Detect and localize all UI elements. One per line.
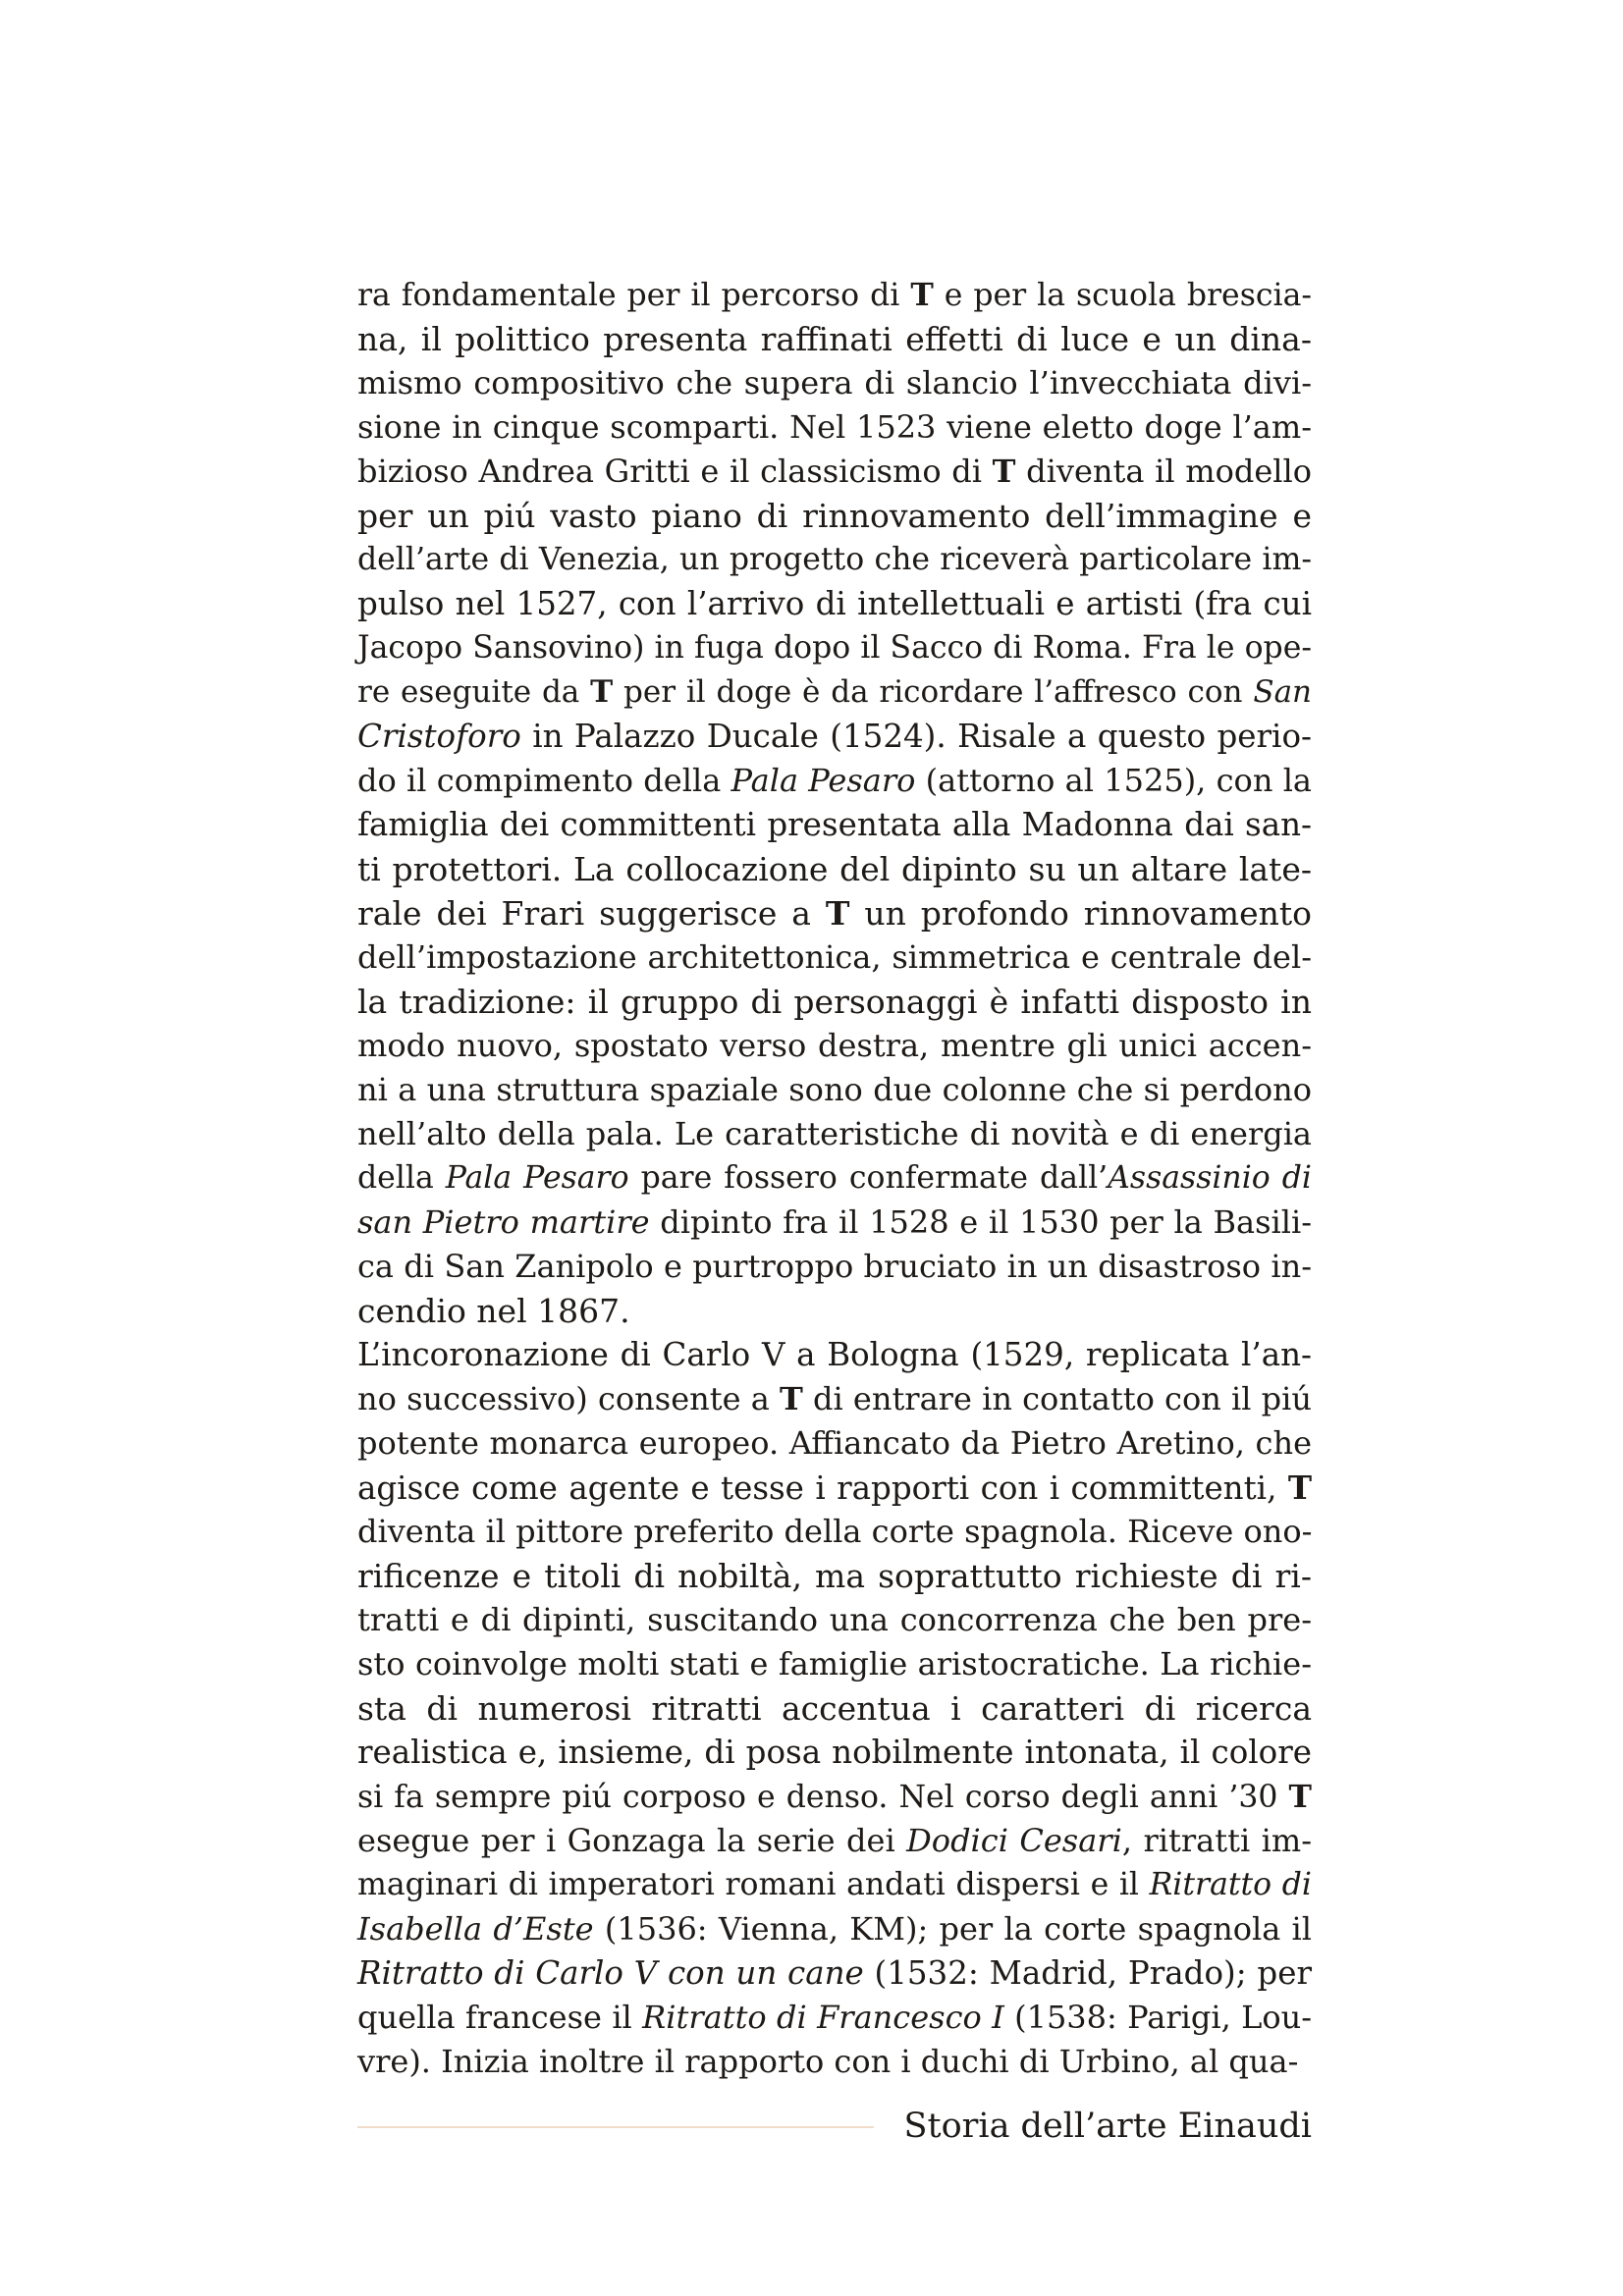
text-segment: do il compimento della xyxy=(357,762,731,799)
text-segment: pulso nel 1527, con l’arrivo di intellettuali e artisti (fra cui xyxy=(357,585,1312,622)
text-segment: ca di San Zanipolo e purtroppo bruciato in un disastroso in- xyxy=(357,1248,1312,1285)
text-line xyxy=(357,803,1312,847)
italic-segment: Ritratto di Carlo V con un cane xyxy=(357,1954,864,1992)
text-segment: famiglia dei committenti presentata alla Madonna dai san- xyxy=(357,806,1312,843)
text-segment: no successivo) consente a xyxy=(357,1380,780,1417)
text-segment: per un piú vasto piano di rinnovamento dell’immagine e xyxy=(357,497,1312,535)
text-segment: dipinto fra il 1528 e il 1530 per la Basili- xyxy=(649,1203,1313,1241)
text-line xyxy=(357,1951,1312,1996)
text-segment: agisce come agente e tesse i rapporti con i committenti, xyxy=(357,1469,1288,1507)
text-line xyxy=(357,1466,1312,1510)
text-line xyxy=(357,1775,1312,1819)
text-line xyxy=(357,1289,1312,1333)
bold-segment: T xyxy=(910,277,934,313)
italic-segment: Isabella d’Este xyxy=(357,1910,594,1948)
text-segment: mismo compositivo che supera di slancio l’invecchiata divi- xyxy=(357,364,1312,401)
text-segment: dell’arte di Venezia, un progetto che riceverà particolare im- xyxy=(357,542,1312,577)
italic-segment: Cristoforo xyxy=(357,718,521,755)
text-segment: in Palazzo Ducale (1524). Risale a questo perio- xyxy=(520,718,1312,755)
text-segment: per il doge è da ricordare l’affresco con xyxy=(613,674,1254,710)
text-line xyxy=(357,1112,1312,1156)
text-segment: ni a una struttura spaziale sono due colonne che si perdono xyxy=(357,1071,1312,1108)
text-line xyxy=(357,1510,1312,1554)
text-segment: esegue per i Gonzaga la serie dei xyxy=(357,1822,907,1859)
text-line xyxy=(357,1201,1312,1245)
text-segment: (attorno al 1525), con la xyxy=(915,762,1313,799)
bold-segment: T xyxy=(992,453,1016,490)
text-segment: ra fondamentale per il percorso di xyxy=(357,278,911,313)
text-line xyxy=(357,759,1312,803)
text-line xyxy=(357,2040,1312,2084)
text-line xyxy=(357,1421,1312,1466)
bold-segment: T xyxy=(590,674,614,710)
text-segment: realistica e, insieme, di posa nobilmente intonata, il colore xyxy=(357,1734,1312,1771)
text-line xyxy=(357,935,1312,980)
text-segment: ti protettori. La collocazione del dipinto su un altare late- xyxy=(357,850,1312,888)
italic-segment: San xyxy=(1253,674,1313,710)
text-segment: vre). Inizia inoltre il rapporto con i duchi di Urbino, al qua- xyxy=(357,2043,1299,2080)
text-segment: diventa il modello xyxy=(1015,453,1312,490)
italic-segment: san Pietro martire xyxy=(357,1203,650,1241)
text-line xyxy=(357,273,1312,317)
text-line xyxy=(357,1156,1312,1201)
text-line xyxy=(357,450,1312,494)
bold-segment: T xyxy=(1288,1779,1312,1815)
text-segment: della xyxy=(357,1160,446,1196)
text-line xyxy=(357,1598,1312,1642)
text-segment: la tradizione: il gruppo di personaggi è infatti disposto in xyxy=(357,983,1312,1021)
text-segment: si fa sempre piú corposo e denso. Nel corso degli anni ’30 xyxy=(357,1780,1289,1815)
text-segment: quella francese il xyxy=(357,1999,643,2036)
italic-segment: Ritratto di Francesco I xyxy=(642,1999,1004,2036)
text-segment: nell’alto della pala. Le caratteristiche di novità e di energia xyxy=(357,1115,1312,1152)
text-line xyxy=(357,1642,1312,1686)
text-line xyxy=(357,1996,1312,2040)
text-segment: maginari di imperatori romani andati dispersi e il xyxy=(357,1867,1150,1902)
text-segment: diventa il pittore preferito della corte spagnola. Riceve ono- xyxy=(357,1513,1313,1550)
bold-segment: T xyxy=(1287,1468,1312,1507)
text-line xyxy=(357,1863,1312,1907)
text-segment: L’incoronazione di Carlo V a Bologna (1529, replicata l’an- xyxy=(357,1336,1312,1373)
text-line xyxy=(357,1333,1312,1377)
text-segment: (1536: Vienna, KM); per la corte spagnola il xyxy=(593,1910,1312,1948)
text-segment: sto coinvolge molti stati e famiglie aristocratiche. La richie- xyxy=(357,1645,1312,1682)
text-segment: potente monarca europeo. Affiancato da Pietro Aretino, che xyxy=(357,1424,1312,1462)
italic-segment: Pala Pesaro xyxy=(445,1160,629,1196)
text-segment: sta di numerosi ritratti accentua i caratteri di ricerca xyxy=(357,1689,1312,1728)
text-line xyxy=(357,538,1312,582)
footer-title: Storia dell’arte Einaudi xyxy=(903,2107,1312,2146)
text-line xyxy=(357,582,1312,626)
text-segment: rificenze e titoli di nobiltà, ma soprattutto richieste di ri- xyxy=(357,1557,1312,1595)
text-line xyxy=(357,891,1312,935)
text-line xyxy=(357,847,1312,891)
text-line xyxy=(357,626,1312,670)
text-segment: pare fossero confermate dall’ xyxy=(628,1160,1109,1196)
text-segment: (1532: Madrid, Prado); per xyxy=(863,1954,1312,1992)
italic-segment: Pala Pesaro xyxy=(730,762,916,799)
text-segment: dell’impostazione architettonica, simmetrica e centrale del- xyxy=(357,938,1312,976)
text-segment: , ritratti im- xyxy=(1121,1822,1313,1859)
text-line xyxy=(357,715,1312,759)
text-line xyxy=(357,1819,1312,1863)
text-line xyxy=(357,361,1312,405)
italic-segment: Dodici Cesari xyxy=(906,1822,1122,1859)
text-line xyxy=(357,1731,1312,1775)
text-line xyxy=(357,1024,1312,1068)
text-segment: rale dei Frari suggerisce a xyxy=(357,894,826,933)
text-line xyxy=(357,317,1312,361)
text-line xyxy=(357,1068,1312,1112)
footer-rule xyxy=(357,2126,874,2128)
bold-segment: T xyxy=(825,894,850,933)
text-line xyxy=(357,1554,1312,1598)
text-segment: na, il polittico presenta raffinati effetti di luce e un dina- xyxy=(357,320,1312,358)
text-segment: (1538: Parigi, Lou- xyxy=(1003,1999,1313,2036)
text-line xyxy=(357,494,1312,538)
body-text xyxy=(357,273,1312,2084)
text-segment: tratti e di dipinti, suscitando una concorrenza che ben pre- xyxy=(357,1601,1312,1638)
text-segment: un profondo rinnovamento xyxy=(849,894,1313,933)
bold-segment: T xyxy=(779,1380,803,1417)
text-line xyxy=(357,1245,1312,1289)
text-segment: sione in cinque scomparti. Nel 1523 viene eletto doge l’am- xyxy=(357,408,1312,446)
text-line xyxy=(357,980,1312,1024)
text-segment: cendio nel 1867. xyxy=(357,1292,630,1330)
italic-segment: Assassinio di xyxy=(1108,1160,1313,1196)
text-segment: e per la scuola brescia- xyxy=(933,278,1312,313)
italic-segment: Ritratto di xyxy=(1149,1867,1312,1902)
text-line xyxy=(357,405,1312,450)
text-segment: bizioso Andrea Gritti e il classicismo di xyxy=(357,453,993,490)
text-segment: di entrare in contatto con il piú xyxy=(802,1380,1312,1417)
text-segment: re eseguite da xyxy=(357,674,591,710)
text-line xyxy=(357,670,1312,715)
text-line xyxy=(357,1686,1312,1731)
text-segment: modo nuovo, spostato verso destra, mentre gli unici accen- xyxy=(357,1027,1312,1064)
text-segment: Jacopo Sansovino) in fuga dopo il Sacco di Roma. Fra le ope- xyxy=(357,630,1312,666)
text-line xyxy=(357,1377,1312,1421)
text-line xyxy=(357,1907,1312,1951)
